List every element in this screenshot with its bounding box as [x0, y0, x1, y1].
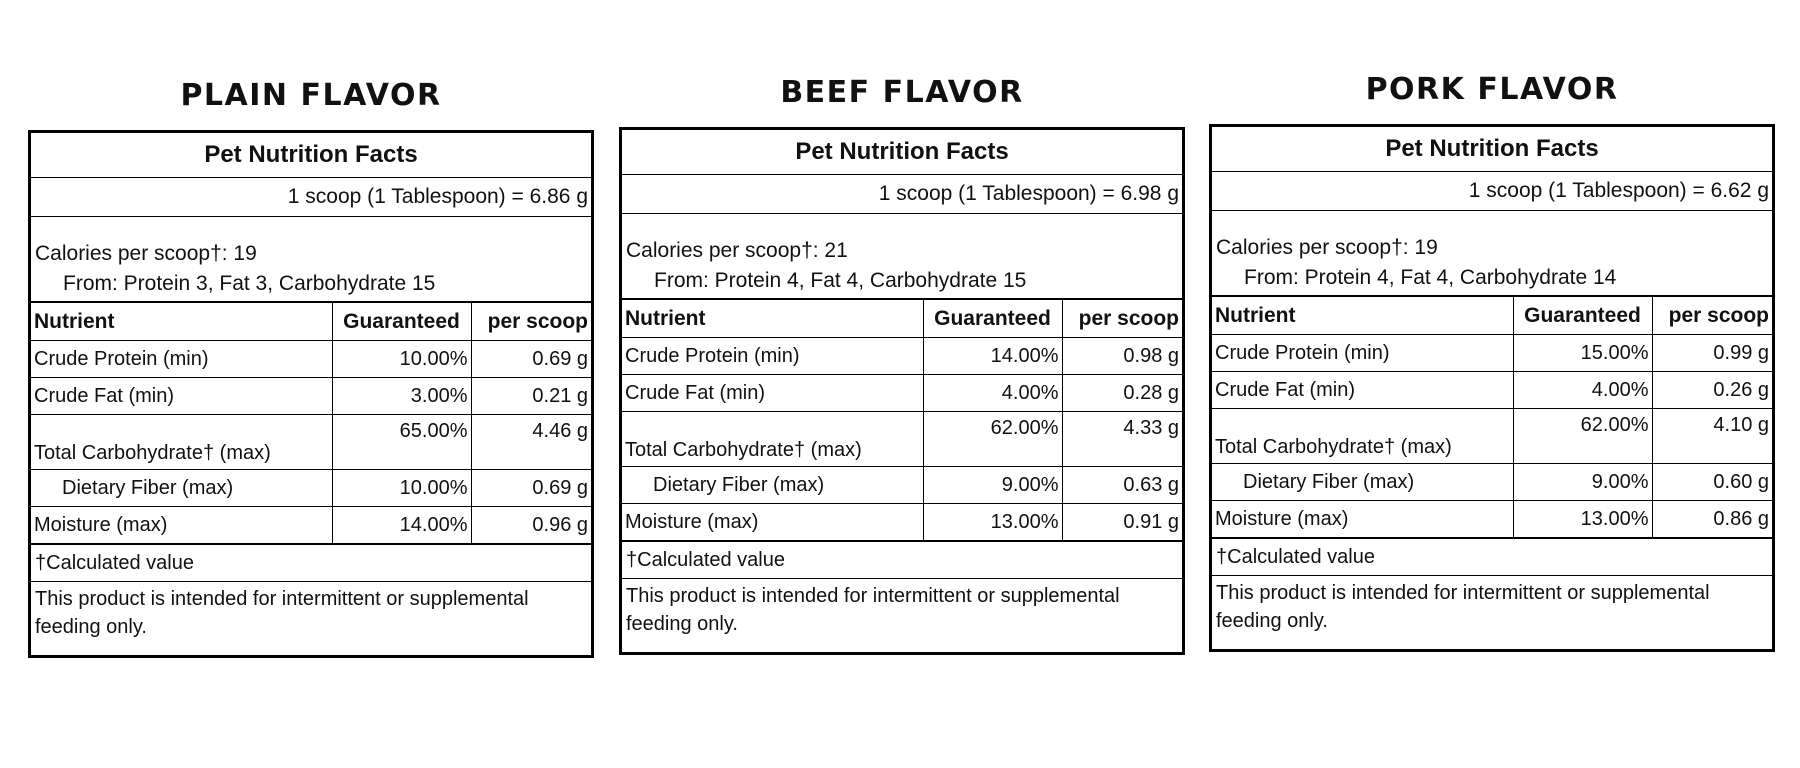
- per-scoop-value: 4.46 g: [471, 415, 591, 470]
- disclaimer: This product is intended for intermittent or supplemental feeding only.: [622, 578, 1182, 652]
- serving-size: 1 scoop (1 Tablespoon) = 6.98 g: [622, 175, 1182, 214]
- flavor-title: PORK FLAVOR: [1365, 72, 1619, 107]
- header-per-scoop: per scoop: [471, 303, 591, 341]
- guaranteed-value: 10.00%: [332, 341, 471, 378]
- guaranteed-value: 13.00%: [923, 504, 1062, 541]
- per-scoop-value: 0.99 g: [1652, 335, 1772, 372]
- guaranteed-value: 62.00%: [923, 412, 1062, 467]
- table-row: [31, 378, 591, 415]
- table-row: [31, 415, 591, 470]
- header-per-scoop: per scoop: [1652, 297, 1772, 335]
- nutrient-name: Total Carbohydrate† (max): [31, 415, 332, 470]
- table-row: [31, 507, 591, 544]
- per-scoop-value: 0.60 g: [1652, 464, 1772, 501]
- nutrient-name: Total Carbohydrate† (max): [622, 412, 923, 467]
- nutrition-label: [28, 130, 594, 658]
- nutrient-name: Dietary Fiber (max): [622, 467, 923, 504]
- table-row: [1212, 372, 1772, 409]
- nutrient-name: Crude Protein (min): [622, 338, 923, 375]
- header-per-scoop: per scoop: [1062, 300, 1182, 338]
- table-row: [31, 341, 591, 378]
- table-row: [1212, 501, 1772, 538]
- calories-per-scoop: Calories per scoop†: 19: [35, 242, 257, 265]
- guaranteed-value: 14.00%: [923, 338, 1062, 375]
- table-row: [1212, 335, 1772, 372]
- per-scoop-value: 0.28 g: [1062, 375, 1182, 412]
- calories-from: From: Protein 4, Fat 4, Carbohydrate 15: [654, 269, 1027, 292]
- header-nutrient: Nutrient: [1212, 297, 1513, 335]
- serving-size: 1 scoop (1 Tablespoon) = 6.86 g: [31, 178, 591, 217]
- calories-per-scoop: Calories per scoop†: 21: [626, 239, 848, 262]
- nutrient-name: Dietary Fiber (max): [31, 470, 332, 507]
- per-scoop-value: 0.69 g: [471, 470, 591, 507]
- header-guaranteed: Guaranteed: [1513, 297, 1652, 335]
- serving-size: 1 scoop (1 Tablespoon) = 6.62 g: [1212, 172, 1772, 211]
- guaranteed-value: 15.00%: [1513, 335, 1652, 372]
- flavor-title: PLAIN FLAVOR: [180, 78, 442, 113]
- nutrition-label: [619, 127, 1185, 655]
- guaranteed-value: 62.00%: [1513, 409, 1652, 464]
- header-guaranteed: Guaranteed: [332, 303, 471, 341]
- guaranteed-value: 14.00%: [332, 507, 471, 544]
- per-scoop-value: 0.91 g: [1062, 504, 1182, 541]
- per-scoop-value: 4.10 g: [1652, 409, 1772, 464]
- header-nutrient: Nutrient: [31, 303, 332, 341]
- guaranteed-value: 3.00%: [332, 378, 471, 415]
- per-scoop-value: 0.96 g: [471, 507, 591, 544]
- guaranteed-value: 9.00%: [1513, 464, 1652, 501]
- nutrient-name: Moisture (max): [31, 507, 332, 544]
- table-row: [1212, 464, 1772, 501]
- calories-block: [1212, 211, 1772, 297]
- header-nutrient: Nutrient: [622, 300, 923, 338]
- per-scoop-value: 0.21 g: [471, 378, 591, 415]
- table-row: [622, 375, 1182, 412]
- table-row: [622, 467, 1182, 504]
- nutrient-name: Dietary Fiber (max): [1212, 464, 1513, 501]
- flavor-title: BEEF FLAVOR: [780, 75, 1024, 110]
- nutrition-panel-plain: [28, 76, 594, 658]
- nutrient-name: Moisture (max): [1212, 501, 1513, 538]
- header-guaranteed: Guaranteed: [923, 300, 1062, 338]
- per-scoop-value: 0.63 g: [1062, 467, 1182, 504]
- table-header-row: [31, 303, 591, 341]
- nutrition-panel-beef: [619, 73, 1185, 655]
- nutrition-label: [1209, 124, 1775, 652]
- nutrient-table: [31, 303, 591, 543]
- facts-title: Pet Nutrition Facts: [1212, 127, 1772, 172]
- table-row: [622, 504, 1182, 541]
- nutrient-table: [1212, 297, 1772, 537]
- guaranteed-value: 65.00%: [332, 415, 471, 470]
- facts-title: Pet Nutrition Facts: [31, 133, 591, 178]
- disclaimer: This product is intended for intermittent or supplemental feeding only.: [1212, 575, 1772, 649]
- guaranteed-value: 10.00%: [332, 470, 471, 507]
- guaranteed-value: 13.00%: [1513, 501, 1652, 538]
- nutrient-name: Moisture (max): [622, 504, 923, 541]
- calories-from: From: Protein 4, Fat 4, Carbohydrate 14: [1244, 266, 1617, 289]
- nutrient-name: Crude Fat (min): [622, 375, 923, 412]
- table-row: [622, 412, 1182, 467]
- nutrient-table: [622, 300, 1182, 540]
- nutrient-name: Crude Protein (min): [31, 341, 332, 378]
- footnote: †Calculated value: [31, 543, 591, 581]
- nutrition-panel-pork: [1209, 70, 1775, 652]
- nutrient-name: Crude Fat (min): [31, 378, 332, 415]
- guaranteed-value: 4.00%: [923, 375, 1062, 412]
- per-scoop-value: 0.26 g: [1652, 372, 1772, 409]
- calories-per-scoop: Calories per scoop†: 19: [1216, 236, 1438, 259]
- per-scoop-value: 0.69 g: [471, 341, 591, 378]
- calories-block: [31, 217, 591, 303]
- nutrient-name: Crude Fat (min): [1212, 372, 1513, 409]
- table-row: [622, 338, 1182, 375]
- guaranteed-value: 4.00%: [1513, 372, 1652, 409]
- nutrient-name: Total Carbohydrate† (max): [1212, 409, 1513, 464]
- table-header-row: [1212, 297, 1772, 335]
- table-row: [31, 470, 591, 507]
- table-header-row: [622, 300, 1182, 338]
- table-row: [1212, 409, 1772, 464]
- guaranteed-value: 9.00%: [923, 467, 1062, 504]
- per-scoop-value: 0.98 g: [1062, 338, 1182, 375]
- calories-block: [622, 214, 1182, 300]
- footnote: †Calculated value: [622, 540, 1182, 578]
- calories-from: From: Protein 3, Fat 3, Carbohydrate 15: [63, 272, 436, 295]
- footnote: †Calculated value: [1212, 537, 1772, 575]
- per-scoop-value: 4.33 g: [1062, 412, 1182, 467]
- disclaimer: This product is intended for intermittent or supplemental feeding only.: [31, 581, 591, 655]
- nutrient-name: Crude Protein (min): [1212, 335, 1513, 372]
- per-scoop-value: 0.86 g: [1652, 501, 1772, 538]
- facts-title: Pet Nutrition Facts: [622, 130, 1182, 175]
